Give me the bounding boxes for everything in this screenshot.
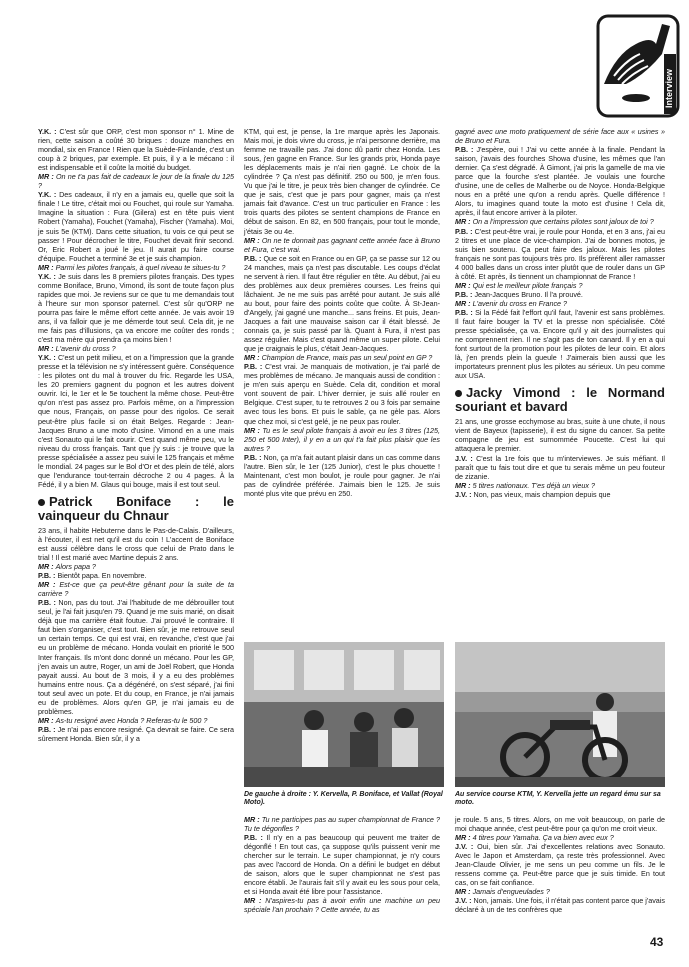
speaker-label: MR : [38,715,56,725]
paragraph-text: Tu ne participes pas au super championnat de France ? Tu te dégonfles ? [244,815,440,834]
paragraph [244,453,440,498]
paragraph-text: Non, ça m'a fait autant plaisir dans un cas comme dans l'autre. Bien sûr, le 1er (125 Junior), c'est le plus chouette ! Maintenant, c'est mon boulot, je roule pour gagner. Je n'ai pas de cylindrée préférée. J'aimais bien le 125. Je suis monté plus vite que prévu en 250. [244,452,440,498]
speaker-label: MR : [455,887,473,897]
paragraph [38,272,234,344]
speaker-label: J.V. : [455,489,474,499]
speaker-label: Y.K. : [38,353,58,363]
paragraph-text: Si la Fédé fait l'effort qu'il faut, l'avenir est sans problèmes. Il faut faire bouger la TV et la presse non spécialisée. Côté presse spécialisée, ça va. Encore qu'il y ait des journalistes qui ne comprennent rien. Il ne s'agit pas de ton canard. Il y en a qui font surtout de la promotion pour les pilotes de leur coin. Et alors là, j'en prends plein la gueule ! J'aimerais bien aussi que les importateurs prennent plus les pilotes au sérieux. Un peu comme aux USA. [455,307,665,381]
column-3-bottom [455,815,665,915]
paragraph [244,353,440,362]
speaker-label: MR : [38,172,56,182]
paragraph-text: je roule. 5 ans, 5 titres. Alors, on me voit beaucoup, on parle de moi chaque année, c'est peut-être pour ça qu'on me croit vieux. [455,815,665,834]
speaker-label: Y.K. : [38,271,59,281]
paragraph-text: gagné avec une moto pratiquement de série face aux « usines » de Bruno et Fura. [455,127,665,146]
paragraph [455,842,665,887]
photo-ktm-service [455,642,665,787]
paragraph [38,127,234,172]
paragraph-text: J'espère, oui ! J'ai vu cette année à la finale. Pendant la saison, j'avais des fourches Showa d'usine, les mêmes que l'an dernier. Ça s'est dégradé. À Gimont, j'ai pris la gamelle de ma vie parce que la fourche s'est plantée. Je voulais une fourche d'usine, une de celles de Malherbe ou de Noyce. Honda-Belgique nous en a prêté une qu'on a rendu après. Quelle différence ! Alors, tu imagines quand toute la moto est d'usine ! Cela dit, après, il faut encore arriver à la piloter. [455,145,665,218]
paragraph-text: Champion de France, mais pas un seul point en GP ? [261,353,433,363]
paragraph [38,580,234,598]
paragraph [244,254,440,354]
column-2-top [244,127,440,498]
paragraph [455,490,665,499]
paragraph-text: Jean-Jacques Bruno. Il l'a prouvé. [474,289,583,299]
paragraph [455,815,665,833]
speaker-label: MR : [244,425,263,435]
paragraph [455,127,665,145]
paragraph-text: Non, jamais. Une fois, il n'était pas content parce que j'avais déclaré à un de tes confrères que [455,896,665,915]
speaker-label: P.B. : [455,145,477,155]
paragraph-text: Non, pas du tout. J'ai l'habitude de me débrouiller tout seul, je l'ai fait jusqu'en 79. Quand je me suis marié, on disait déjà que ma carrière était foutue. J'ai prouvé le contraire. Il faut bien s'organiser, c'est tout. Bien sûr, je me retrouve seul un certain temps. Ce qui est vrai, en revanche, c'est que j'ai eu un problème de mécano. Honda voulait en priorité le 500 Inter français. Ils m'ont donc donné un mécano. Pour les GP, j'en avais un autre, Roger, un ami de Joël Robert, que Honda payait aussi. Au bout de 3 mois, il y a eu des problèmes humains entre nous. Ça a dégénéré, on s'est séparé, j'ai fini tout seul avec un pote. Et du coup, en France, je n'ai jamais eu de problèmes. Alors qu'en GP, je n'ai jamais eu de problèmes. [38,598,234,716]
bullet-icon [455,390,462,397]
paragraph [244,426,440,453]
paragraph [38,353,234,489]
speaker-label: J.V. : [455,896,474,906]
paragraph-text: On a l'impression que certains pilotes sont jaloux de toi ? [472,217,654,227]
speaker-label: MR : [455,833,473,843]
paragraph-text: 5 titres nationaux. T'es déjà un vieux ? [472,480,596,490]
paragraph [38,263,234,272]
speaker-label: MR : [244,235,262,245]
speaker-label: MR : [244,896,266,906]
speaker-label: J.V. : [455,453,477,463]
col3-paras [455,127,665,380]
paragraph [455,833,665,842]
paragraph [455,896,665,914]
speaker-label: P.B. : [244,452,264,462]
paragraph-text: Bientôt papa. En novembre. [57,571,147,581]
speaker-label: MR : [455,280,473,290]
section-heading-vimond: Jacky Vimond : le Normand souriant et bavard [455,385,665,415]
paragraph-text: L'avenir du cross en France ? [472,298,568,308]
paragraph-text: On ne te donnait pas gagnant cette année face à Bruno et Fura, c'est vrai. [244,235,440,254]
paragraph-text: Oui, bien sûr. J'ai d'excellentes relations avec Sonauto. Avec le Japon et Amsterdam, ça reste très professionnel. Avec Jean-Claude Olivier, je me sens un peu comme un fils. Je le ressens comme ça. Peut-être parce que je suis timide. En tout cas, on se fait confiance. [455,842,665,888]
col3-paras2 [455,417,665,498]
col3-paras3 [455,815,665,915]
speaker-label: P.B. : [38,598,59,608]
paragraph-text: Que ce soit en France ou en GP, ça se passe sur 12 ou 24 manches, mais ça n'est pas discutable. Les coups d'éclat ne servent à rien. Il faut être régulier en tête. Au début, j'ai eu des problèmes aux deux premières courses. Les freins qui lâchaient. Je ne me suis pas arrêté pour autant. Je suis allé au bout, pour faire des points coûte que coûte. À St-Jean-d'Angely, j'ai gagné une manche... sans freins. Et puis, Jean-Jacques a fait une mauvaise saison car il était blessé. Je connais ça, je suis passé par là. Quant à Fura, il n'est pas assez régulier. Mais c'est quand même un super pilote. Celui que je craignais le plus, c'était Jean-Jacques. [244,253,440,354]
paragraph-text: Est-ce que ça peut-être gênant pour la suite de ta carrière ? [38,580,234,599]
paragraph-text: Non, pas vieux, mais champion depuis que [473,489,611,499]
paragraph [455,290,665,299]
paragraph-text: Tu es le seul pilote français à avoir eu les 3 titres (125, 250 et 500 Inter), il y en a un qui t'a fait plus plaisir que les autres ? [244,425,440,453]
speaker-label: Y.K. : [38,190,60,200]
paragraph [38,190,234,262]
paragraph-text: Qui est le meilleur pilote français ? [472,280,583,290]
paragraph-text: Alors papa ? [55,562,96,572]
speaker-label: J.V. : [455,842,478,852]
paragraph [244,362,440,425]
speaker-label: P.B. : [244,253,264,263]
speaker-label: P.B. : [244,362,266,372]
paragraph-text: Je suis dans les 8 premiers pilotes français. Des types comme Boniface, Bruno, Vimond, ils sont de toute façon plus rapides que moi. Je reviens sur ce que tu me demandais tout à l'heure sur mon sponsor paternel. C'est sûr qu'ORP ne pourra pas faire le même effort cette année. Je vais avoir 19 ans, il va falloir que je me démerde tout seul. Cela dit, je ne me fais pas d'illusions, ça va encore me coûter des ronds ; c'est ma mère qui prendra ça moins bien ! [38,271,234,345]
speaker-label: P.B. : [455,226,475,236]
paragraph-text: 4 titres pour Yamaha. Ça va bien avec eux ? [472,833,614,843]
paragraph [455,887,665,896]
paragraph [455,227,665,281]
col1-paras2 [38,526,234,743]
paragraph [455,481,665,490]
paragraph [38,725,234,743]
paragraph [455,417,665,453]
paragraph-text: N'aspires-tu pas à avoir enfin une machine un peu spéciale l'an prochain ? Cette année, tu as [244,896,440,915]
paragraph [38,172,234,190]
speaker-label: MR : [38,580,60,590]
paragraph [38,571,234,580]
speaker-label: MR : [244,353,262,363]
paragraph [244,815,440,833]
paragraph [38,344,234,353]
photo-caption-2: Au service course KTM, Y. Kervella jette un regard ému sur sa moto. [455,791,661,807]
paragraph-text: Je n'ai pas encore resigné. Ça devrait se faire. Ce sera sûrement Honda. Bien sûr, il y a [38,724,234,743]
paragraph [455,308,665,380]
paragraph [455,217,665,226]
col2-paras [244,127,440,498]
bullet-icon [38,499,45,506]
paragraph-text: C'est la 1re fois que tu m'interviewes. Je suis méfiant. Il paraît que tu fais tout dire et que tu serais même un peu fouteur de zizanie. [455,453,665,481]
speaker-label: P.B. : [455,289,475,299]
column-1 [38,127,234,743]
speaker-label: MR : [38,262,56,272]
paragraph-text: C'est un petit milieu, et on a l'impression que la grande presse et la télévision ne s'y intéressent guère. Conséquence : les pilotes ont du mal à trouver du fric. Regarde les USA, les 20 premiers gagnent du pognon et les autres doivent ouvrir. Ici, le 1er et le 5e touchent la même chose. Peut-être qu'on n'est pas assez pro. Parfois même, on a l'impression que nous, Français, on passe pour des rigolos. Ce serait peut-être plus facile si on était Belges. Regarde : Jean-Jacques Bruno a une moto d'usine. Vimond en a une mais c'est Sonauto qui le fait courir. C'est quand même peu, vu le niveau du cross français. Tant que j'y suis : je trouve que la presse spécialisée a assez peu suivi le 125 français et même le mondial. 24 pages sur le Bol d'Or et des plein de télé, alors que l'endurance tout-terrain décroche 2 ou 4 pages. À la Fédé, il y a bien M. Glaus qui bouge, mais il est tout seul. [38,353,234,489]
section-heading-boniface: Patrick Boniface : le vainqueur du Chnaur [38,493,234,523]
paragraph-text: C'est sûr que ORP, c'est mon sponsor n° 1. Mine de rien, cette saison a coûté 30 briques : douze manches en mondial, six en France ! Rien que la Suède-Finlande, c'est un coup à 2 briques, par exemple. Et puis, il y a le mécano : il est indispensable et il coûte la moitié du budget. [38,127,234,173]
photo-riders-group [244,642,444,787]
speaker-label: P.B. : [455,307,476,317]
paragraph [244,833,440,896]
speaker-label: MR : [38,344,56,354]
paragraph-text: As-tu resigné avec Honda ? Referas-tu le 500 ? [55,715,208,725]
paragraph-text: Des cadeaux, il n'y en a jamais eu, quelle que soit la finale ! Le titre, c'était moi ou Fouchet, qui roule sur Yamaha. Imagine la situation : Fura (Gilera) est en tête puis vient Robert (Yamaha), Fouchet (Yamaha), Fischer (Yamaha). Moi, je suis 5e (KTM). Dans cette situation, tu vois ce qui peut se passer ! Pour décrocher le titre, Fouchet devait finir second. Or, Eric Robert a joué le jeu. Il aurait pu faire course d'équipe. Fouchet a terminé 3e et je suis champion. [38,190,234,263]
speaker-label: MR : [455,480,473,490]
col1-paras [38,127,234,489]
interview-logo [596,14,680,118]
column-3-top [455,127,665,499]
speaker-label: Y.K. : [38,127,60,136]
paragraph-text: Jamais d'engueulades ? [472,887,550,897]
speaker-label: MR : [38,562,56,572]
paragraph-text: 21 ans, une grosse ecchymose au bras, suite à une chute, il nous vient de Bayeux (tapisserie), il est du signe du cancer. Sa petite compagne de jeu est surnommée Poucette. C'est lui qui attaquera le premier. [455,417,665,454]
speaker-label: MR : [455,217,473,227]
paragraph-text: 23 ans, il habite Hebuterne dans le Pas-de-Calais. D'ailleurs, à l'écouter, il est net qu'il est du coin ! L'accent de Boniface est aussi célèbre dans le cross que celui de Prato dans le trial ! Il est marié avec Martine depuis 2 ans. [38,525,234,563]
paragraph-text: C'est peut-être vrai, je roule pour Honda, et en 3 ans, j'ai eu 2 titres et une place de vice-champion. J'ai de bonnes motos, je suis bien soutenu. Ça peut faire des jaloux. Mais les pilotes français ne sont pas toujours très pro. Ils préfèrent aller ramasser 4 000 balles dans un cross inter plutôt que de rouler dans un GP à côté. Et après, ils tiennent un championnat de France ! [455,226,665,281]
paragraph [38,562,234,571]
interview-logo-icon [596,14,680,118]
paragraph-text: KTM, qui est, je pense, la 1re marque après les Japonais. Mais moi, je dois vivre du cross, je n'ai personne derrière, ma femme ne travaille pas. J'ai donc dû partir chez Honda. Les sous, j'en gagne en France. Sur les grands prix, Honda paye les déplacements mais je n'ai rien gagné. Le choix de la cylindrée ? Ça n'est pas définitif. 250 ou 500, je m'en fous. Vu que j'ai le titre, je peux très bien changer de cylindrée. Ce que je sais, c'est que je pars pour gagner, mais ça n'est jamais fait d'avance. C'est un truc particulier en France : les trois quarts des pilotes se sentent champions de France en début de saison. En 82, en 500 français, pour tout le monde, j'étais 3e ou 4e. [244,127,440,236]
col2-paras2 [244,815,440,915]
page-number: 43 [650,935,664,949]
paragraph [455,454,665,481]
speaker-label: P.B. : [38,571,58,581]
paragraph [244,896,440,914]
speaker-label: P.B. : [244,833,267,843]
paragraph-text: On ne t'a pas fait de cadeaux le jour de la finale du 125 ? [38,172,234,191]
paragraph [38,716,234,725]
paragraph-text: L'avenir du cross ? [55,344,116,354]
speaker-label: P.B. : [38,724,58,734]
paragraph-text: C'est vrai. Je manquais de motivation, je t'ai parlé de mes problèmes de mécano. Je manquais aussi de condition : je m'en suis aperçu en Suède. Cela dit, condition et moral vont souvent de pair. L'hiver dernier, je suis allé rouler en Belgique. C'est super, tu te retrouves 2 ou 3 fois par semaine avec tous les bons. Et puis le sable, ça ne gèle pas. Alors que chez moi, si c'est gelé, je ne peux pas rouler. [244,362,440,426]
paragraph [38,598,234,716]
paragraph [244,127,440,236]
paragraph-text: Parmi les pilotes français, à quel niveau te situes-tu ? [55,262,226,272]
photo-caption-1: De gauche à droite : Y. Kervella, P. Boniface, et Vallat (Royal Moto). [244,791,443,807]
column-2-bottom [244,815,440,915]
speaker-label: MR : [244,815,262,824]
paragraph-text: Il n'y en a pas beaucoup qui peuvent me traiter de dégonflé ! En tout cas, ça suppose qu'ils puissent venir me chercher sur le terrain. Le super championnat, je n'y cours pas avec l'accord de Honda. On a défini le budget en début de saison, alors que le super championnat ne s'est pas encore établi. Je l'aurais fait s'il y avait eu les sous pour cela, et si Honda avait été libre pour l'assistance. [244,833,440,897]
paragraph [244,236,440,254]
paragraph [455,281,665,290]
paragraph [455,299,665,308]
speaker-label: MR : [455,298,473,308]
paragraph [38,526,234,562]
paragraph [455,145,665,217]
svg-text:Interview: Interview [664,68,674,108]
